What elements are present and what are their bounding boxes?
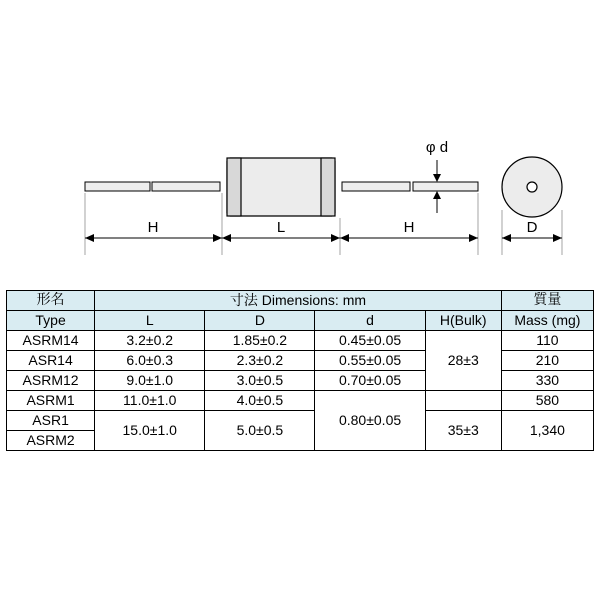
cell-H-35: 35±3 <box>425 411 501 451</box>
cell-type: ASRM2 <box>7 431 95 451</box>
header-H-bulk: H(Bulk) <box>425 311 501 331</box>
dimension-label-H-left: H <box>147 219 159 236</box>
right-lead <box>342 182 478 191</box>
end-view <box>502 157 562 217</box>
table-header-row-1 <box>7 291 594 311</box>
phi-d-label: φ d <box>425 139 449 156</box>
cell-d: 0.55±0.05 <box>315 351 425 371</box>
resistor-body <box>227 158 335 216</box>
cell-mass: 580 <box>501 391 593 411</box>
table-row <box>7 351 594 371</box>
cell-D: 4.0±0.5 <box>205 391 315 411</box>
header-mass: Mass (mg) <box>501 311 593 331</box>
cell-H-28: 28±3 <box>425 331 501 391</box>
header-d: d <box>315 311 425 331</box>
cell-L: 15.0±1.0 <box>95 411 205 451</box>
table-row <box>7 371 594 391</box>
cell-d: 0.70±0.05 <box>315 371 425 391</box>
cell-L: 11.0±1.0 <box>95 391 205 411</box>
cell-type: ASRM14 <box>7 331 95 351</box>
header-D: D <box>205 311 315 331</box>
cell-D: 3.0±0.5 <box>205 371 315 391</box>
header-mass-jp: 質量 <box>501 291 593 311</box>
dimensions-table <box>6 290 594 451</box>
cell-type: ASR1 <box>7 411 95 431</box>
cell-D: 1.85±0.2 <box>205 331 315 351</box>
cell-D: 2.3±0.2 <box>205 351 315 371</box>
cell-mass: 210 <box>501 351 593 371</box>
cell-L: 9.0±1.0 <box>95 371 205 391</box>
cell-mass: 110 <box>501 331 593 351</box>
table-row <box>7 391 594 411</box>
cell-d-080: 0.80±0.05 <box>315 391 425 451</box>
dimension-label-D: D <box>526 219 538 236</box>
dimension-label-L: L <box>276 219 286 236</box>
header-type-jp: 形名 <box>7 291 95 311</box>
header-type: Type <box>7 311 95 331</box>
cell-mass: 330 <box>501 371 593 391</box>
cell-L: 6.0±0.3 <box>95 351 205 371</box>
table-header-row-2 <box>7 311 594 331</box>
header-L: L <box>95 311 205 331</box>
table-row <box>7 411 594 431</box>
header-dimensions: 寸法 Dimensions: mm <box>95 291 502 311</box>
cell-type: ASRM12 <box>7 371 95 391</box>
dimensions-table-wrapper <box>6 290 594 451</box>
left-lead <box>85 182 220 191</box>
cell-type: ASR14 <box>7 351 95 371</box>
cell-D: 5.0±0.5 <box>205 411 315 451</box>
cell-d: 0.45±0.05 <box>315 331 425 351</box>
dimension-label-H-right: H <box>403 219 415 236</box>
cell-type: ASRM1 <box>7 391 95 411</box>
cell-L: 3.2±0.2 <box>95 331 205 351</box>
table-row <box>7 331 594 351</box>
cell-H-empty <box>425 391 501 411</box>
component-drawing <box>0 110 600 290</box>
cell-mass: 1,340 <box>501 411 593 451</box>
